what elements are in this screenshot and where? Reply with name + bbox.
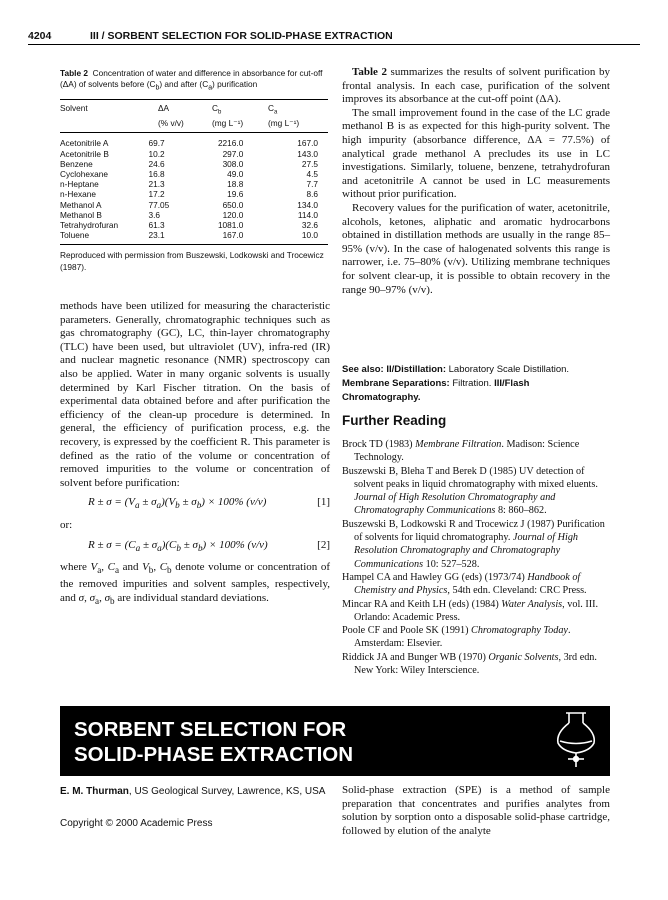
cell-cb: 49.0 <box>227 168 244 179</box>
article-title-line-2: SOLID-PHASE EXTRACTION <box>74 743 354 766</box>
cell-delta-a: 17.2 <box>148 189 165 200</box>
cell-solvent: Toluene <box>60 230 90 241</box>
table-header <box>60 103 328 130</box>
cell-ca: 134.0 <box>297 199 318 210</box>
cell-ca: 32.6 <box>301 219 318 230</box>
table-body <box>60 138 328 240</box>
cell-ca: 167.0 <box>297 138 318 149</box>
cell-ca: 7.7 <box>306 179 318 190</box>
equation-1 <box>60 496 330 513</box>
article-title <box>74 717 474 767</box>
table-row <box>60 159 328 169</box>
table-bottom-rule <box>60 244 328 245</box>
right-column-text <box>342 66 610 297</box>
table-caption-text: Concentration of water and difference in absorbance for cut-off (ΔA) of solvents before $(C_b)$ and after $(C_a)$ purification <box>60 68 323 92</box>
table-label: Table 2 <box>60 68 88 78</box>
cell-ca: 4.5 <box>306 168 318 179</box>
equation-2 <box>60 539 330 556</box>
cell-solvent: Methanol A <box>60 199 102 210</box>
cell-delta-a: 61.3 <box>148 219 165 230</box>
cell-ca: 27.5 <box>301 158 318 169</box>
table-row <box>60 200 328 210</box>
reference-item: Buszewski B, Lodkowski R and Trocewicz J (1987) Purification of solvents for liquid chromatography. Journal of High Resolution Chromatography and Chromatography Communications 10: 527–528. <box>342 518 605 570</box>
cell-cb: 19.6 <box>227 189 244 200</box>
cell-solvent: Acetonitrile A <box>60 138 109 149</box>
cell-delta-a: 16.8 <box>148 168 165 179</box>
copyright: Copyright © 2000 Academic Press <box>60 818 213 829</box>
cell-cb: 167.0 <box>222 230 244 241</box>
col-unit-delta-a: (% v/v) <box>158 118 184 129</box>
cell-ca: 8.6 <box>306 189 318 200</box>
table-2 <box>60 68 328 273</box>
table-row <box>60 230 328 240</box>
table-row <box>60 189 328 199</box>
table-top-rule <box>60 99 328 100</box>
col-unit-ca: (mg L⁻¹) <box>268 118 300 129</box>
article-intro-paragraph: Solid-phase extraction (SPE) is a method of sample preparation that concentrates and purifies analytes from solution by sorption onto a disposable solid-phase cartridge, followed by elution of the analyte <box>342 784 610 837</box>
table-row <box>60 210 328 220</box>
author-affiliation: , US Geological Survey, Lawrence, KS, USA <box>128 786 326 797</box>
col-unit-cb: (mg L⁻¹) <box>212 118 244 129</box>
reference-item: Brock TD (1983) Membrane Filtration. Madison: Science Technology. <box>342 439 580 464</box>
cell-ca: 10.0 <box>301 230 318 241</box>
cell-delta-a: 10.2 <box>148 148 165 159</box>
cell-delta-a: 69.7 <box>148 138 165 149</box>
equation-1-body: $R \pm \sigma = (V_a \pm \sigma_a)(V_b \pm \sigma_b) \times 100\%$ (v/v) <box>88 496 267 511</box>
equation-1-number: [1] <box>317 496 330 509</box>
reference-item: Mincar RA and Keith LH (eds) (1984) Water Analysis, vol. III. Orlando: Academic Press. <box>342 598 599 623</box>
paragraph: Table 2 summarizes the results of solvent purification by frontal analysis. In each case, purification of the solvent improves its absorbance at the cut-off point (ΔA). <box>342 66 610 106</box>
col-header-delta-a: ΔA <box>158 102 170 113</box>
col-header-ca: $C_a$ <box>268 102 278 116</box>
see-also: See also: II/Distillation: Laboratory Scale Distillation. Membrane Separations: Filtration. III/Flash Chromatography. <box>342 364 570 403</box>
cell-delta-a: 77.05 <box>148 199 170 210</box>
table-caption <box>60 68 328 94</box>
table-header-rule <box>60 132 328 133</box>
cell-solvent: Benzene <box>60 158 93 169</box>
cell-solvent: Methanol B <box>60 209 102 220</box>
cell-delta-a: 23.1 <box>148 230 165 241</box>
equation-2-number: [2] <box>317 538 330 551</box>
reference-item: Poole CF and Poole SK (1991) Chromatography Today. Amsterdam: Elsevier. <box>342 625 571 650</box>
article-title-banner <box>60 706 610 776</box>
reference-item: Riddick JA and Bunger WB (1970) Organic Solvents, 3rd edn. New York: Wiley Interscience. <box>342 651 597 677</box>
cell-solvent: Acetonitrile B <box>60 148 109 159</box>
further-reading-title: Further Reading <box>342 413 447 428</box>
col-header-cb: $C_b$ <box>212 102 222 116</box>
cell-delta-a: 21.3 <box>148 179 165 190</box>
cell-solvent: n-Heptane <box>60 179 99 190</box>
cell-delta-a: 3.6 <box>148 209 161 220</box>
page-number: 4204 <box>28 30 52 42</box>
equation-2-body: $R \pm \sigma = (C_a \pm \sigma_a)(C_b \pm \sigma_b) \times 100\%$ (v/v) <box>88 538 268 553</box>
cell-delta-a: 24.6 <box>148 158 165 169</box>
further-reading-list <box>342 438 610 677</box>
table-reproduction-note: Reproduced with permission from Buszewski, Lodkowski and Trocewicz (1987). <box>60 250 324 273</box>
reference-item: Buszewski B, Bleha T and Berek D (1985) UV detection of solvent peaks in liquid chromatography with mixed eluents. Journal of High Resolution Chromatography and Chromatography Communications 8: 860–862. <box>342 465 598 517</box>
col-header-solvent: Solvent <box>60 102 88 113</box>
table-row <box>60 179 328 189</box>
cell-solvent: n-Hexane <box>60 189 96 200</box>
reference-item: Hampel CA and Hawley GG (eds) (1973/74) Handbook of Chemistry and Physics, 54th edn. Cleveland: CRC Press. <box>342 571 587 597</box>
header-rule <box>28 44 640 45</box>
table-row <box>60 138 328 148</box>
article-title-line-1: SORBENT SELECTION FOR <box>74 718 347 741</box>
cell-cb: 308.0 <box>222 158 244 169</box>
cell-cb: 18.8 <box>227 179 244 190</box>
separatory-funnel-icon <box>548 709 604 773</box>
cell-cb: 2216.0 <box>217 138 244 149</box>
cell-cb: 1081.0 <box>217 219 244 230</box>
cell-ca: 143.0 <box>297 148 318 159</box>
cell-cb: 297.0 <box>222 148 244 159</box>
cell-solvent: Tetrahydrofuran <box>60 219 119 230</box>
table-row <box>60 149 328 159</box>
equation-or: or: <box>60 519 73 532</box>
table-row <box>60 220 328 230</box>
running-title: III / SORBENT SELECTION FOR SOLID-PHASE EXTRACTION <box>90 30 393 42</box>
cell-cb: 650.0 <box>222 199 244 210</box>
cell-cb: 120.0 <box>222 209 244 220</box>
paragraph: The small improvement found in the case of the LC grade methanol B is as expected for this high-purity solvent. The high impurity (absorbance difference, ΔA = 77.5%) of analytical grade methanol A precludes its use in LC investigations. Similarly, toluene, benzene, tetrahydrofuran and acetonitrile A cannot be used in LC measurements without prior purification. <box>342 106 610 201</box>
cell-solvent: Cyclohexane <box>60 168 108 179</box>
left-column-text <box>60 300 330 609</box>
author-name: E. M. Thurman <box>60 786 129 797</box>
paragraph: Recovery values for the purification of water, acetonitrile, alcohols, ketones, aliphatic and aromatic hydrocarbons obtained in distillation methods are usually in the range 85–95% (v/v). In the case of halogenated solvents this range is narrower, i.e. 75–80% (v/v). Utilizing membrane techniques for solvent clear-up, it is possible to obtain recovery in the range 90–97% (v/v). <box>342 201 610 296</box>
author-line <box>60 785 330 799</box>
cell-ca: 114.0 <box>297 209 318 220</box>
table-row <box>60 169 328 179</box>
paragraph: methods have been utilized for measuring the characteristic parameters. Generally, chromatographic techniques such as gas chromatography (GC), LC, thin-layer chromatography (TLC) have been used, but ultraviolet (UV), infra-red (IR) and nuclear magnetic resonance (NMR) spectroscopy can also be applied. Water in many organic solvents is usually determined by Karl Fischer titration. On the basis of experimental data obtained before and after purification the efficiency of the clean-up procedure is determined. In general, the efficiency of purification process, e.g. the recovery, is expressed by the coefficient R. This parameter is defined as the ratio of the volume or concentration of removed impurities to the volume or concentration of solvent before purification: <box>60 300 330 489</box>
paragraph: where $V_a$, $C_a$ and $V_b$, $C_b$ denote volume or concentration of the removed impurities and solvent samples, respectively, and σ, $\sigma_a$, $\sigma_b$ are individual standard deviations. <box>60 561 331 607</box>
